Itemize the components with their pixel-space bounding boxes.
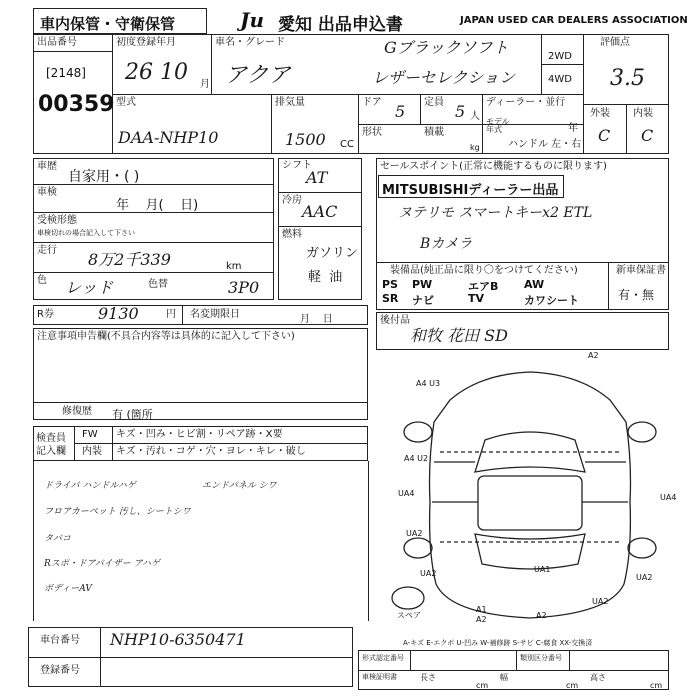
diag-label-4: UA2 xyxy=(406,529,423,538)
shift-label: シフト xyxy=(282,160,312,171)
model-value: アクア xyxy=(225,63,291,88)
diag-label-10: A2 xyxy=(476,615,487,624)
diag-label-2: A4 U2 xyxy=(404,454,429,463)
mileage-label: 走行 xyxy=(37,245,57,256)
inspection-label: 車検 xyxy=(37,187,57,198)
displacement-label: 排気量 xyxy=(275,97,305,108)
rear-value: 和牧 花田 SD xyxy=(410,326,508,345)
capacity-label: 定員 xyxy=(424,97,444,108)
score-label: 評価点 xyxy=(600,37,630,48)
sales-point-line1: ヌテリモ スマートキーx2 ETL xyxy=(398,205,593,221)
equipment-grid xyxy=(378,278,606,308)
color-no-label: 色替 xyxy=(148,279,168,290)
color-value: レッド xyxy=(65,278,113,297)
chassis-label: 車台番号 xyxy=(40,635,80,646)
name-change-label: 名変期限日 xyxy=(190,309,240,320)
score-value: 3.5 xyxy=(610,66,645,91)
first-reg-label: 初度登録年月 xyxy=(116,37,176,48)
cm-unit-3: cm xyxy=(650,681,663,690)
dealer-badge: MITSUBISHIディーラー出品 xyxy=(382,183,559,198)
height-label: 高さ xyxy=(590,673,606,682)
displacement-unit: CC xyxy=(340,139,354,150)
first-reg-month-suffix: 月 xyxy=(200,79,210,90)
repair-label: 修復歴 xyxy=(62,406,92,417)
mileage-value: 8万2千339 xyxy=(88,250,171,269)
inspector-note-3: タバコ xyxy=(44,534,71,544)
inspector-note-5: ボディーAV xyxy=(44,584,92,594)
damage-legend: A-キズ E-エクボ U-凹み W-補修跡 S-サビ C-腐食 XX-交換済 xyxy=(403,639,593,647)
sales-point-line2: Bカメラ xyxy=(420,236,473,252)
aircon-value: AAC xyxy=(302,202,338,221)
equipment-item: PS xyxy=(382,278,398,291)
diag-label-6: UA2 xyxy=(420,569,437,578)
inspector-note-1: エンドパネル シワ xyxy=(202,481,277,491)
fw-label: FW xyxy=(82,429,98,440)
lot-number: 00359 xyxy=(38,92,115,117)
inspector-note-2: フロアカーペット 汚し、シートシワ xyxy=(44,507,191,517)
type-value: DAA-NHP10 xyxy=(118,128,219,147)
door-label: ドア xyxy=(362,97,382,108)
equipment-item: SR xyxy=(382,292,399,305)
cm-unit-2: cm xyxy=(566,681,579,690)
diag-label-12: UA2 xyxy=(592,597,609,606)
notes-label: 注意事項申告欄(不具合内容等は具体的に記入して下さい) xyxy=(37,331,295,342)
exterior-value: C xyxy=(598,126,611,145)
capacity-value: 5 xyxy=(455,102,466,121)
warranty-label: 新車保証書 xyxy=(616,265,666,276)
payload-unit: kg xyxy=(470,143,480,152)
interior-value: C xyxy=(641,126,654,145)
shape-label: 形状 xyxy=(362,127,382,138)
inspector-note-4: Rスポ・ドアバイザー アハゲ xyxy=(44,559,160,569)
displacement-value: 1500 xyxy=(285,130,326,149)
width-label: 幅 xyxy=(500,673,508,682)
drive-2wd: 2WD xyxy=(548,51,572,62)
payload-label: 積載 xyxy=(424,127,444,138)
sales-point-label: セールスポイント(正常に機能するものに限ります) xyxy=(380,161,607,172)
rear-label: 後付品 xyxy=(380,315,410,326)
recycle-unit: 円 xyxy=(166,309,176,320)
storage-label-box xyxy=(33,8,207,34)
grade-value-line2: レザーセレクション xyxy=(372,68,516,87)
equipment-item: カワシート xyxy=(524,294,579,307)
model-label: 車名・グレード xyxy=(215,37,285,48)
form-label: 受検形態 xyxy=(37,215,77,226)
usage-label: 車歴 xyxy=(37,161,57,172)
fuel-value: ガソリン xyxy=(306,246,359,261)
interior-check-items: キズ・汚れ・コゲ・穴・ヨレ・キレ・破し xyxy=(116,446,306,457)
fw-items: キズ・凹み・ヒビ割・リペア跡・X要 xyxy=(116,429,283,440)
diag-label-11: A2 xyxy=(536,611,547,620)
diag-label-5: UA1 xyxy=(534,565,551,574)
fuel-label: 燃料 xyxy=(282,229,302,240)
diag-label-3: UA4 xyxy=(398,489,415,498)
form-note: 車検切れの場合記入して下さい xyxy=(37,229,135,237)
diag-label-1: A4 U3 xyxy=(416,379,441,388)
equipment-item: TV xyxy=(468,292,485,305)
import-label: ディーラー・並行 xyxy=(486,97,566,108)
form-title-en: JAPAN USED CAR DEALERS ASSOCIATION xyxy=(460,15,688,26)
color-label: 色 xyxy=(37,275,47,286)
recycle-value: 9130 xyxy=(98,304,139,323)
drive-4wd: 4WD xyxy=(548,74,572,85)
equipment-item: PW xyxy=(412,278,433,291)
warranty-value: 有・無 xyxy=(618,288,655,302)
inspector-label: 検査員記入欄 xyxy=(36,433,66,457)
interior-check-label: 内装 xyxy=(82,446,102,457)
inspector-note-0: ドライバ ハンドルハゲ xyxy=(44,481,136,491)
handle-label: ハンドル 左・右 xyxy=(508,139,582,150)
fuel-alt: 軽 油 xyxy=(308,270,343,285)
diag-label-7: UA2 xyxy=(636,573,653,582)
type-cert-label: 形式認定番号 xyxy=(362,654,404,662)
equipment-item: ナビ xyxy=(412,294,434,307)
chassis-value: NHP10-6350471 xyxy=(110,630,246,649)
equipment-label: 装備品(純正品に限り〇をつけてください) xyxy=(390,265,578,276)
recycle-label: R券 xyxy=(37,309,54,320)
diag-label-8: UA4 xyxy=(660,493,677,502)
form-title: 愛知 出品申込書 xyxy=(278,15,403,35)
mileage-unit: km xyxy=(226,261,242,272)
diag-label-9: A1 xyxy=(476,605,487,614)
shift-value: AT xyxy=(306,168,328,187)
grade-value-line1: Gブラックソフト xyxy=(384,38,509,57)
diag-label-0: A2 xyxy=(588,351,599,360)
first-reg-value: 26 10 xyxy=(125,60,188,85)
type-label: 型式 xyxy=(116,97,136,108)
model-year-label: モデル年式 xyxy=(486,117,510,134)
lot-number-label: 出品番号 xyxy=(37,37,77,48)
equipment-item: AW xyxy=(524,278,545,291)
car-diagram xyxy=(380,352,680,634)
length-label: 長さ xyxy=(420,673,436,682)
inspection-value: 年 月( 日) xyxy=(116,198,199,213)
cm-unit-1: cm xyxy=(476,681,489,690)
reg-number-label: 登録番号 xyxy=(40,665,80,676)
door-value: 5 xyxy=(395,102,406,121)
name-change-value: 月 日 xyxy=(300,314,333,325)
capacity-unit: 人 xyxy=(470,111,480,122)
aircon-label: 冷房 xyxy=(282,195,302,206)
class-number-label: 類別区分番号 xyxy=(520,654,562,662)
storage-label: 車内保管・守衛保管 xyxy=(40,15,176,33)
year-suffix: 年 xyxy=(568,123,578,134)
exterior-label: 外装 xyxy=(590,108,610,119)
dealer-badge-box xyxy=(378,175,564,198)
interior-label: 内装 xyxy=(633,108,653,119)
ju-logo: Ju xyxy=(240,8,265,32)
usage-value: 自家用・( ) xyxy=(68,169,140,185)
spare-label: スペア xyxy=(397,611,421,620)
equipment-item: エアB xyxy=(468,280,499,293)
cert-label: 車検証明書 xyxy=(362,673,397,681)
color-no-value: 3P0 xyxy=(228,278,260,297)
lot-sub-number: [2148] xyxy=(46,66,86,80)
repair-value: 有 (箇所 xyxy=(112,408,153,421)
